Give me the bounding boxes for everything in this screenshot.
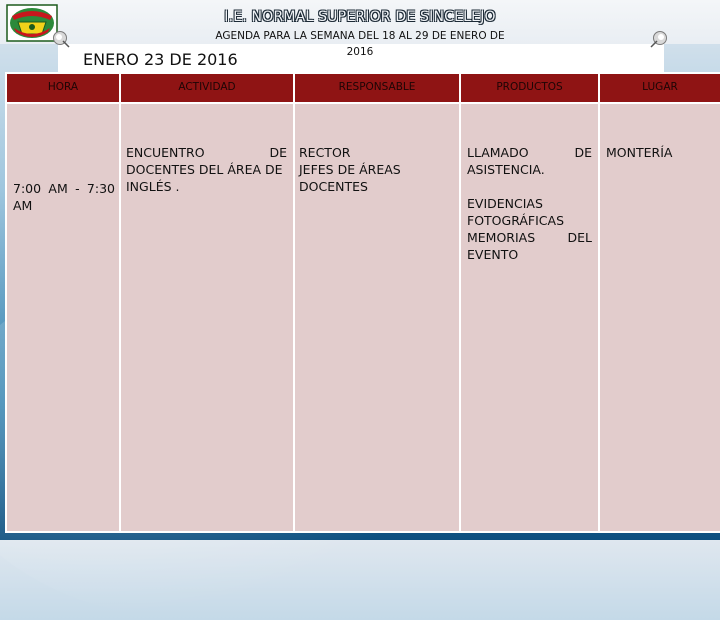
cell-lugar: MONTERÍA bbox=[599, 103, 720, 532]
agenda-line-1: AGENDA PARA LA SEMANA DEL 18 AL 29 DE ENERO DE bbox=[215, 30, 505, 42]
table-header-row bbox=[6, 73, 720, 103]
productos-spacer bbox=[467, 178, 592, 195]
responsable-line-3: DOCENTES bbox=[299, 179, 368, 194]
column-header-hora: HORA bbox=[6, 73, 120, 103]
pushpin-icon bbox=[52, 30, 70, 48]
cell-responsable bbox=[294, 103, 460, 532]
responsable-line-1: RECTOR bbox=[299, 145, 351, 160]
productos-word-llamado: LLAMADO bbox=[467, 145, 529, 160]
productos-line-6: EVENTO bbox=[467, 247, 519, 262]
productos-line-2: ASISTENCIA. bbox=[467, 162, 545, 177]
actividad-line-1 bbox=[126, 144, 287, 161]
column-header-actividad: ACTIVIDAD bbox=[120, 73, 294, 103]
actividad-line-2: DOCENTES DEL ÁREA DE bbox=[126, 162, 283, 177]
productos-word-de: DE bbox=[574, 145, 592, 160]
cell-hora: 7:00 AM - 7:30 AM bbox=[6, 103, 120, 532]
actividad-word-1: ENCUENTRO bbox=[126, 145, 205, 160]
agenda-date: ENERO 23 DE 2016 bbox=[83, 50, 238, 69]
agenda-subtitle bbox=[210, 28, 510, 60]
column-header-responsable: RESPONSABLE bbox=[294, 73, 460, 103]
productos-word-memorias: MEMORIAS bbox=[467, 230, 536, 245]
column-header-lugar: LUGAR bbox=[599, 73, 720, 103]
table-row bbox=[6, 103, 720, 532]
productos-line-4: FOTOGRÁFICAS bbox=[467, 213, 565, 228]
productos-line-5 bbox=[467, 229, 592, 246]
productos-line-1 bbox=[467, 144, 592, 161]
productos-word-del: DEL bbox=[567, 230, 592, 245]
agenda-table bbox=[5, 72, 720, 533]
productos-line-3: EVIDENCIAS bbox=[467, 196, 543, 211]
cell-actividad bbox=[120, 103, 294, 532]
actividad-word-2: DE bbox=[269, 145, 287, 160]
responsable-line-2: JEFES DE ÁREAS bbox=[299, 162, 401, 177]
agenda-line-2: 2016 bbox=[346, 46, 374, 58]
cell-productos bbox=[460, 103, 599, 532]
pushpin-icon bbox=[650, 30, 668, 48]
institution-title: I.E. NORMAL SUPERIOR DE SINCELEJO bbox=[224, 9, 496, 25]
agenda-table-container bbox=[5, 72, 720, 533]
actividad-line-3: INGLÉS . bbox=[126, 179, 180, 194]
column-header-productos: PRODUCTOS bbox=[460, 73, 599, 103]
